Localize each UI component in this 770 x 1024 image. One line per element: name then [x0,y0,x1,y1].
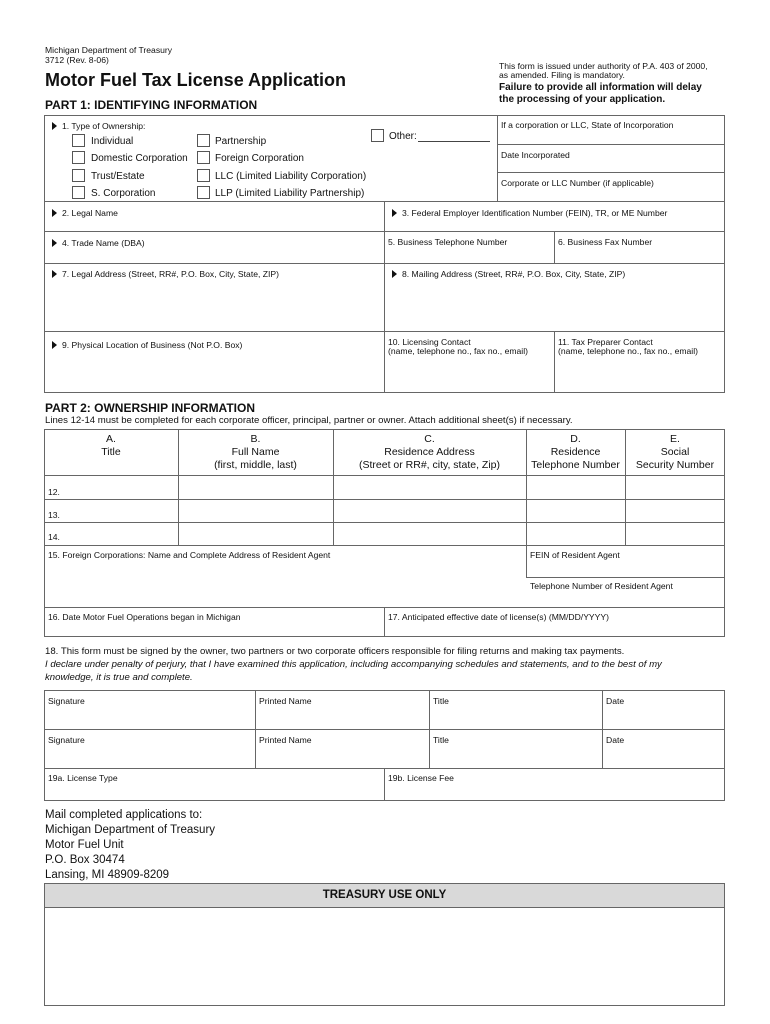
declaration-line-1: I declare under penalty of perjury, that I have examined this application, including accompanying schedules and statements, and to the best of my [45,659,662,670]
date-label-1: Date [606,696,625,706]
option-label-s-corporation: S. Corporation [91,188,156,199]
tax-preparer-label: 11. Tax Preparer Contact [558,337,653,347]
mailing-line-5: Lansing, MI 48909-8209 [45,869,170,881]
ownership-type-label: 1. Type of Ownership: [52,121,145,131]
business-fax-label: 6. Business Fax Number [558,237,653,247]
col-header-residence-phone: D. Residence Telephone Number [531,433,620,471]
checkbox-other[interactable] [371,129,384,142]
arrow-right-icon [392,209,397,217]
licensing-contact-label: 10. Licensing Contact [388,337,471,347]
license-type-label: 19a. License Type [48,773,118,783]
warning-line-1: Failure to provide all information will delay [499,82,702,93]
arrow-right-icon [52,239,57,247]
corporate-number-label: Corporate or LLC Number (if applicable) [501,178,654,188]
title-label-1: Title [433,696,449,706]
option-label-llp: LLP (Limited Liability Partnership) [215,188,365,199]
legal-name-label: 2. Legal Name [52,208,118,218]
form-title: Motor Fuel Tax License Application [45,70,347,90]
arrow-right-icon [392,270,397,278]
mailing-line-2: Michigan Department of Treasury [45,824,216,836]
authority-line-1: This form is issued under authority of P.A. 403 of 2000, [499,61,708,71]
col-header-residence-address: C. Residence Address (Street or RR#, city, state, Zip) [358,433,500,471]
date-began-label: 16. Date Motor Fuel Operations began in Michigan [48,612,241,622]
tax-preparer-sub: (name, telephone no., fax no., email) [558,346,698,356]
legal-address-label: 7. Legal Address (Street, RR#, P.O. Box, City, State, ZIP) [52,269,279,279]
mailing-address-label: 8. Mailing Address (Street, RR#, P.O. Box, City, State, ZIP) [392,269,625,279]
signature-label-1: Signature [48,696,85,706]
col-header-ssn: E. Social Security Number [635,433,715,471]
mailing-line-4: P.O. Box 30474 [45,854,125,866]
checkbox-llp[interactable] [197,186,210,199]
printed-name-label-2: Printed Name [259,735,312,745]
phone-agent-label: Telephone Number of Resident Agent [530,581,673,591]
business-phone-label: 5. Business Telephone Number [388,237,508,247]
date-label-2: Date [606,735,625,745]
fein-agent-label: FEIN of Resident Agent [530,550,620,560]
mailing-line-3: Motor Fuel Unit [45,839,124,851]
state-incorporation-label: If a corporation or LLC, State of Incorporation [501,120,674,130]
option-label-individual: Individual [91,136,134,147]
licensing-contact-sub: (name, telephone no., fax no., email) [388,346,528,356]
form-revision: 3712 (Rev. 8-06) [45,55,109,65]
line-18-text: 18. This form must be signed by the owner, two partners or two corporate officers responsible for filing returns and making tax payments. [45,646,625,657]
other-input[interactable] [418,141,490,142]
title-label-2: Title [433,735,449,745]
printed-name-label-1: Printed Name [259,696,312,706]
authority-line-2: as amended. Filing is mandatory. [499,70,625,80]
license-fee-label: 19b. License Fee [388,773,454,783]
part2-heading: PART 2: OWNERSHIP INFORMATION [45,401,255,415]
row-14-label: 14. [48,532,60,542]
checkbox-partnership[interactable] [197,134,210,147]
checkbox-individual[interactable] [72,134,85,147]
mailing-block [45,808,215,883]
arrow-right-icon [52,122,57,130]
fein-label: 3. Federal Employer Identification Number (FEIN), TR, or ME Number [392,208,667,218]
physical-location-label: 9. Physical Location of Business (Not P.O. Box) [52,340,242,350]
arrow-right-icon [52,270,57,278]
row-13-label: 13. [48,510,60,520]
option-label-partnership: Partnership [215,136,267,147]
trade-name-label: 4. Trade Name (DBA) [52,238,145,248]
option-label-llc: LLC (Limited Liability Corporation) [215,171,367,182]
foreign-corp-label: 15. Foreign Corporations: Name and Complete Address of Resident Agent [48,550,331,560]
arrow-right-icon [52,209,57,217]
mailing-line-1: Mail completed applications to: [45,809,203,821]
checkbox-s-corporation[interactable] [72,186,85,199]
option-label-domestic-corporation: Domestic Corporation [91,153,188,164]
part1-heading: PART 1: IDENTIFYING INFORMATION [45,98,258,112]
arrow-right-icon [52,341,57,349]
warning-line-2: the processing of your application. [499,94,666,105]
checkbox-trust-estate[interactable] [72,169,85,182]
treasury-heading: TREASURY USE ONLY [322,889,447,901]
option-label-foreign-corporation: Foreign Corporation [215,153,304,164]
declaration-line-2: knowledge, it is true and complete. [45,672,193,683]
checkbox-domestic-corporation[interactable] [72,151,85,164]
department-name: Michigan Department of Treasury [45,45,173,55]
checkbox-llc[interactable] [197,169,210,182]
date-incorporated-label: Date Incorporated [501,150,570,160]
row-12-label: 12. [48,487,60,497]
checkbox-foreign-corporation[interactable] [197,151,210,164]
effective-date-label: 17. Anticipated effective date of license(s) (MM/DD/YYYY) [388,612,609,622]
col-header-full-name: B. Full Name (first, middle, last) [214,433,297,471]
option-label-trust-estate: Trust/Estate [91,171,145,182]
col-header-title: A. Title [101,433,121,458]
signature-label-2: Signature [48,735,85,745]
other-label: Other: [389,131,417,142]
part2-instructions: Lines 12-14 must be completed for each corporate officer, principal, partner or owner. Attach additional sheet(s) if necessary. [45,415,573,426]
